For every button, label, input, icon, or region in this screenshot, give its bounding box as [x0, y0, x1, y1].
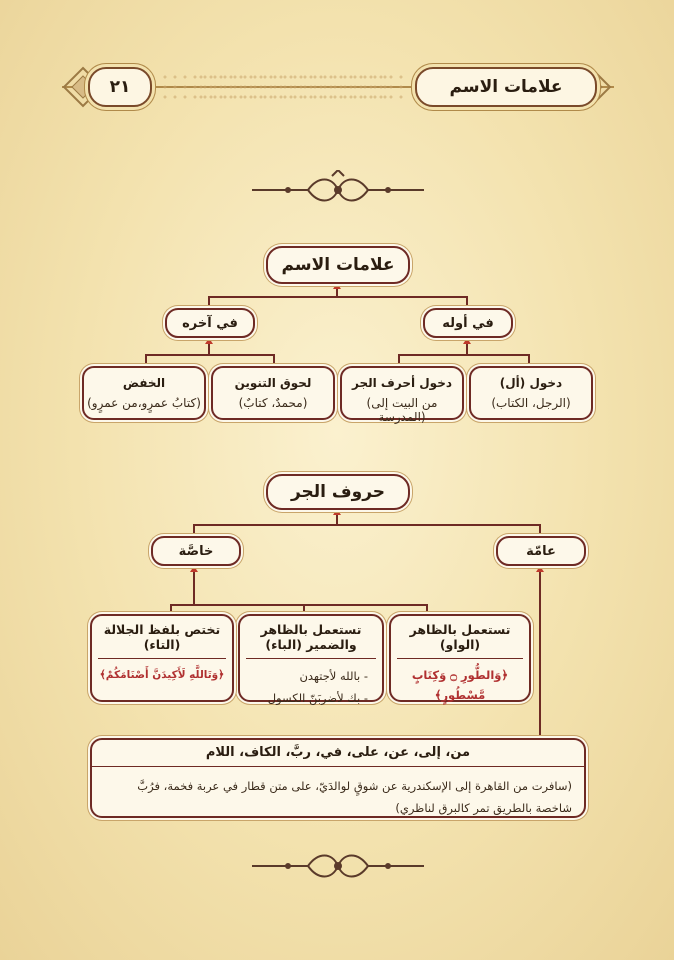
diagram1-root: علامات الاسم	[266, 246, 410, 284]
section-ba	[238, 614, 384, 705]
sign-tanween-example: (محمدٌ، كتابٌ)	[238, 396, 308, 410]
chapter-title: علامات الاسم	[415, 67, 597, 107]
connector	[193, 524, 195, 536]
connector	[145, 354, 147, 366]
connector	[145, 354, 275, 356]
sign-al-example: (الرجل، الكتاب)	[491, 396, 571, 410]
sign-preposition-title: دخول أحرف الجر	[352, 376, 452, 390]
branch-special: خاصَّة	[151, 536, 241, 566]
section-waw	[389, 614, 531, 702]
connector	[303, 604, 305, 614]
connector	[170, 604, 428, 606]
general-prepositions-box	[90, 738, 586, 818]
connector	[208, 296, 468, 298]
connector	[426, 604, 428, 614]
branch-ending: في آخره	[165, 308, 255, 338]
flourish-ornament-top-icon	[248, 170, 428, 210]
sign-preposition	[340, 366, 464, 424]
general-prepositions-example: (سافرت من القاهرة إلى الإسكندرية عن شوقٍ لوالدَيّ، على متن قطار في عربة فخمة، فرُبَّ شاخصة بالطريق تمر كالبرق لناظري)	[137, 779, 572, 815]
arrow-up-icon	[536, 566, 544, 572]
general-prepositions-list: من، إلى، عن، على، في، ربَّ، الكاف، اللام	[92, 740, 584, 767]
connector	[398, 354, 530, 356]
sign-khafd-example: (كتابُ عمرٍو،من عمرٍو)	[87, 396, 201, 410]
section-waw-example: ﴿وَالطُّورِ ۝ وَكِتَابٍ مَّسْطُورٍ﴾	[411, 668, 509, 702]
section-ta	[90, 614, 234, 702]
connector	[539, 564, 541, 738]
arrow-up-icon	[463, 338, 471, 344]
sign-tanween-title: لحوق التنوين	[234, 376, 312, 390]
section-ba-example-2: - بك لأضربَنّ الكسول	[267, 691, 368, 705]
arrow-up-icon	[190, 566, 198, 572]
connector	[539, 524, 541, 536]
connector	[273, 354, 275, 366]
section-waw-title: تستعمل بالظاهر (الواو)	[409, 622, 511, 652]
sign-al-title: دخول (أل)	[499, 376, 563, 390]
connector	[170, 604, 172, 614]
branch-beginning: في أوله	[423, 308, 513, 338]
section-ta-title: تختص بلفظ الجلالة (التاء)	[103, 622, 221, 652]
flourish-ornament-bottom-icon	[248, 846, 428, 886]
connector	[193, 524, 541, 526]
page-number: ٢١	[88, 67, 152, 107]
branch-general: عامّة	[496, 536, 586, 566]
header-lattice-right	[196, 72, 406, 102]
section-ba-title: تستعمل بالظاهر والضمير (الباء)	[260, 622, 362, 652]
connector	[398, 354, 400, 366]
section-ba-example-1: - بالله لأجتهدن	[299, 669, 368, 683]
sign-al	[469, 366, 593, 420]
diagram2-root: حروف الجر	[266, 474, 410, 510]
sign-khafd-title: الخفض	[122, 376, 166, 390]
connector	[528, 354, 530, 366]
sign-preposition-example: (من البيت إلى المدرسة)	[366, 396, 438, 424]
sign-khafd	[82, 366, 206, 420]
arrow-up-icon	[205, 338, 213, 344]
section-ta-example: ﴿وَتَاللَّهِ لَأَكِيدَنَّ أَصْنَامَكُمْ﴾	[99, 669, 225, 681]
sign-tanween	[211, 366, 335, 420]
